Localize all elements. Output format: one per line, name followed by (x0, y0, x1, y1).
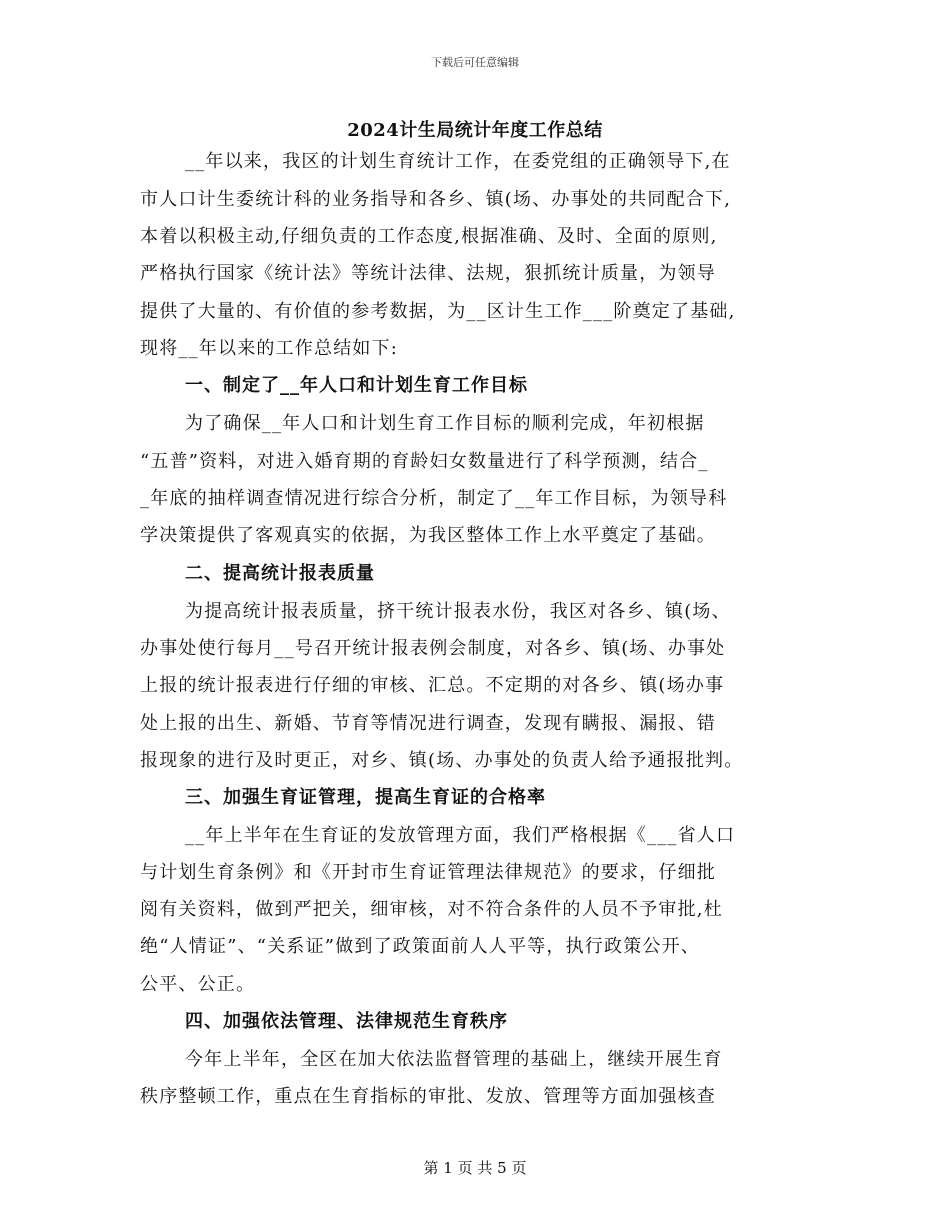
section-line: 学决策提供了客观真实的依据，为我区整体工作上水平奠定了基础。 (140, 525, 716, 546)
intro-line: __年以来，我区的计划生育统计工作，在委党组的正确领导下,在 (185, 151, 731, 172)
document-title: 2024计生局统计年度工作总结 (347, 120, 603, 141)
section-line: __年上半年在生育证的发放管理方面，我们严格根据《___省人口 (185, 825, 736, 846)
intro-line: 提供了大量的、有价值的参考数据，为__区计生工作___阶奠定了基础, (140, 301, 736, 322)
intro-line: 严格执行国家《统计法》等统计法律、法规，狠抓统计质量，为领导 (140, 263, 716, 284)
section-heading: 三、加强生育证管理，提高生育证的合格率 (185, 787, 546, 808)
section-line: 阅有关资料，做到严把关，细审核，对不符合条件的人员不予审批,杜 (140, 899, 723, 920)
section-line: 秩序整顿工作，重点在生育指标的审批、发放、管理等方面加强核查 (140, 1086, 716, 1107)
intro-line: 本着以积极主动,仔细负责的工作态度,根据准确、及时、全面的原则, (140, 226, 718, 247)
section-line: “五普”资料，对进入婚育期的育龄妇女数量进行了科学预测，结合_ (140, 451, 709, 472)
section-heading: 二、提高统计报表质量 (185, 563, 375, 584)
section-line: 为了确保__年人口和计划生育工作目标的顺利完成，年初根据 (185, 413, 705, 434)
section-line: 与计划生育条例》和《开封市生育证管理法律规范》的要求，仔细批 (140, 862, 716, 883)
section-line: 公平、公正。 (140, 974, 256, 995)
intro-line: 现将__年以来的工作总结如下: (140, 338, 399, 359)
section-heading: 一、制定了__年人口和计划生育工作目标 (185, 375, 528, 396)
section-line: 上报的统计报表进行仔细的审核、汇总。不定期的对各乡、镇(场办事 (140, 675, 725, 696)
intro-line: 市人口计生委统计科的业务指导和各乡、镇(场、办事处的共同配合下, (140, 189, 732, 210)
section-line: 今年上半年，全区在加大依法监督管理的基础上，继续开展生育 (185, 1049, 723, 1070)
section-heading: 四、加强依法管理、法律规范生育秩序 (185, 1011, 508, 1032)
section-line: 为提高统计报表质量，挤干统计报表水份，我区对各乡、镇(场、 (185, 601, 731, 622)
section-line: 处上报的出生、新婚、节育等情况进行调查，发现有瞒报、漏报、错 (140, 713, 716, 734)
section-line: 办事处使行每月__号召开统计报表例会制度，对各乡、镇(场、办事处 (140, 638, 726, 659)
page-header-note: 下载后可任意编辑 (431, 56, 519, 69)
section-line: 报现象的进行及时更正，对乡、镇(场、办事处的负责人给予通报批判。 (140, 750, 744, 771)
section-line: 绝“人情证”、“关系证”做到了政策面前人人平等，执行政策公开、 (140, 936, 701, 957)
section-line: _年底的抽样调查情况进行综合分析，制定了__年工作目标，为领导科 (140, 488, 728, 509)
page-number: 第 1 页 共 5 页 (423, 1159, 527, 1177)
